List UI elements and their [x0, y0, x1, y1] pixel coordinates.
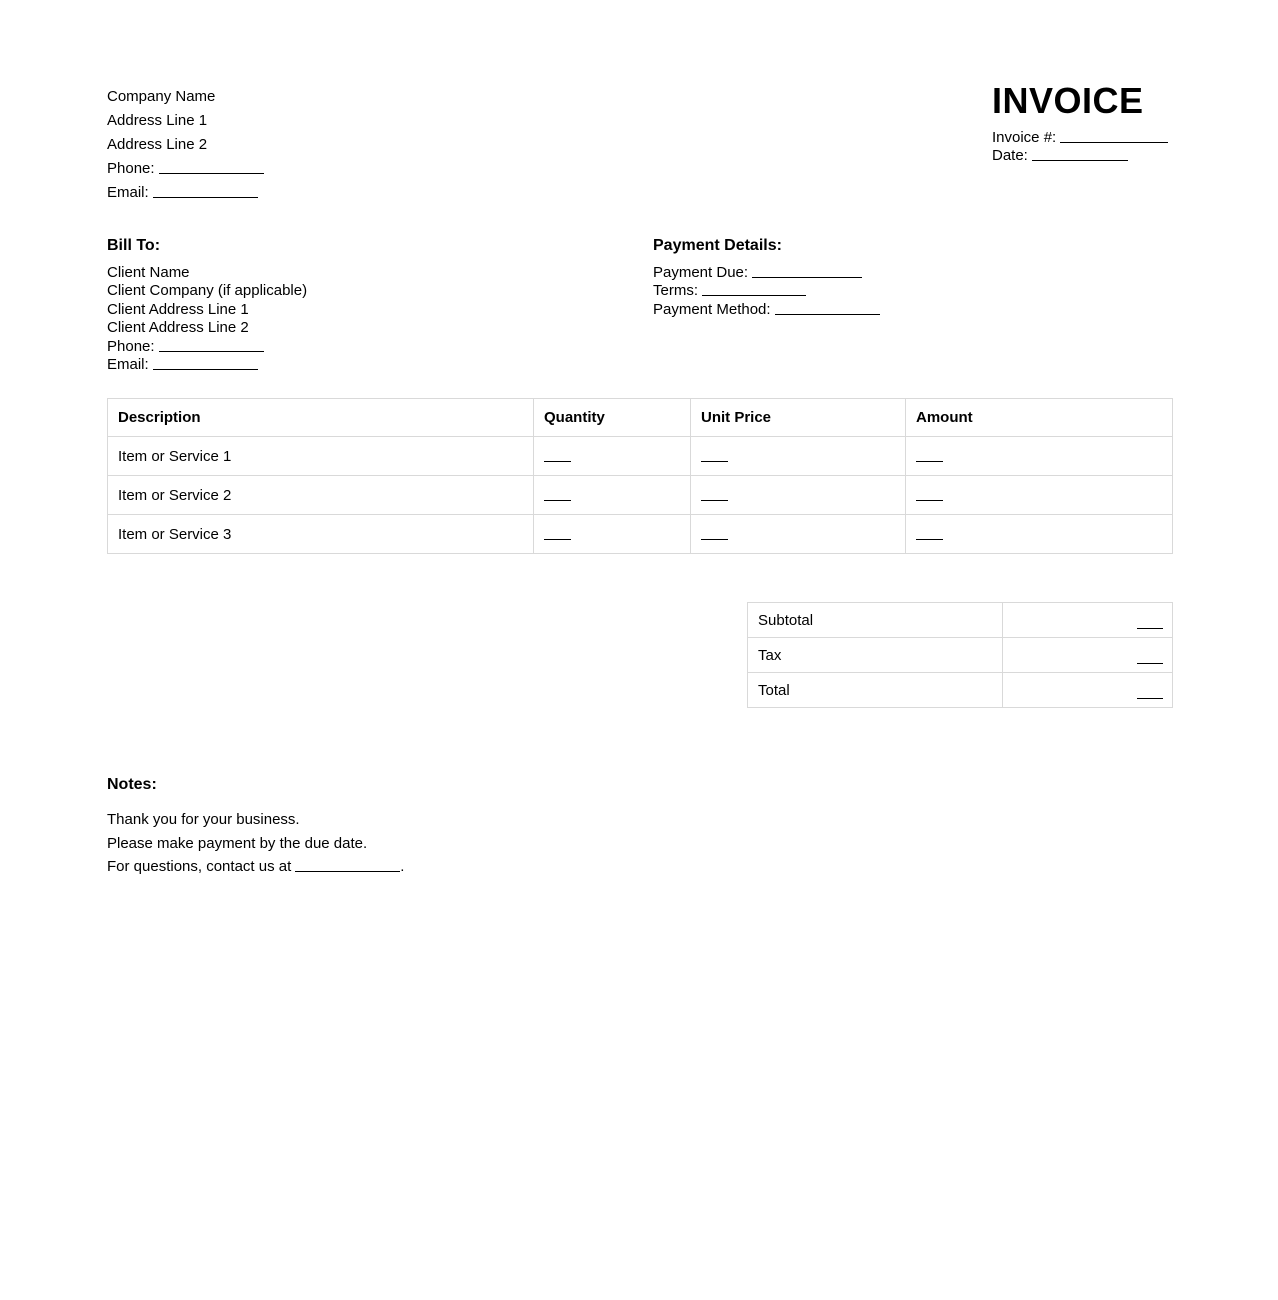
- company-address-line-2: Address Line 2: [107, 136, 208, 153]
- invoice-header-block: [992, 82, 1174, 164]
- item-description-cell: Item or Service 2: [108, 476, 534, 515]
- payment-due-line: [653, 264, 880, 282]
- notes-line-3: [107, 855, 404, 879]
- notes-heading: Notes:: [107, 776, 157, 793]
- invoice-date-blank: [1032, 157, 1128, 161]
- items-header-row: [108, 399, 1173, 437]
- unit-price-blank: [701, 458, 728, 462]
- company-email-blank: [153, 194, 258, 198]
- table-row: [108, 515, 1173, 554]
- bill-to-block: [107, 236, 307, 374]
- company-info-block: [107, 85, 264, 205]
- client-email-label: Email:: [107, 356, 149, 374]
- invoice-number-blank: [1060, 139, 1168, 143]
- amount-blank: [916, 497, 943, 501]
- notes-line-1: Thank you for your business.: [107, 811, 300, 828]
- client-name: Client Name: [107, 264, 190, 281]
- item-quantity-cell: [534, 515, 691, 554]
- item-quantity-cell: [534, 476, 691, 515]
- client-phone-label: Phone:: [107, 337, 155, 355]
- totals-summary-table: [747, 602, 1173, 708]
- notes-contact-blank: [295, 868, 400, 872]
- quantity-blank: [544, 458, 571, 462]
- item-description-cell: Item or Service 3: [108, 515, 534, 554]
- company-email-line: [107, 181, 264, 205]
- invoice-title: INVOICE: [992, 80, 1144, 121]
- invoice-date-label: Date:: [992, 146, 1028, 164]
- amount-blank: [916, 536, 943, 540]
- invoice-number-line: [992, 129, 1174, 147]
- company-phone-line: [107, 157, 264, 181]
- unit-price-blank: [701, 497, 728, 501]
- summary-row-tax: [748, 638, 1173, 673]
- client-phone-line: [107, 338, 307, 356]
- bill-to-heading: Bill To:: [107, 237, 161, 254]
- quantity-blank: [544, 497, 571, 501]
- amount-blank: [916, 458, 943, 462]
- subtotal-value-cell: [1003, 603, 1173, 638]
- item-unit-price-cell: [691, 476, 906, 515]
- payment-terms-blank: [702, 292, 806, 296]
- payment-method-line: [653, 301, 880, 319]
- invoice-number-label: Invoice #:: [992, 129, 1057, 146]
- unit-price-blank: [701, 536, 728, 540]
- client-address-line-1: Client Address Line 1: [107, 300, 249, 318]
- table-row: [108, 437, 1173, 476]
- item-amount-cell: [906, 437, 1173, 476]
- payment-due-label: Payment Due:: [653, 264, 749, 281]
- company-phone-blank: [159, 170, 264, 174]
- tax-label: Tax: [748, 638, 1003, 673]
- notes-contact-period: .: [400, 858, 405, 876]
- payment-details-heading: Payment Details:: [653, 237, 782, 254]
- client-company: Client Company (if applicable): [107, 282, 308, 300]
- line-items-table: [107, 398, 1173, 554]
- notes-block: [107, 775, 404, 879]
- total-value-cell: [1003, 673, 1173, 708]
- total-blank: [1137, 695, 1163, 699]
- client-phone-blank: [159, 348, 264, 352]
- subtotal-label: Subtotal: [748, 603, 1003, 638]
- item-unit-price-cell: [691, 437, 906, 476]
- column-header-unit-price: Unit Price: [691, 399, 906, 437]
- payment-due-blank: [752, 274, 862, 278]
- notes-line-2: Please make payment by the due date.: [107, 834, 368, 852]
- column-header-amount: Amount: [906, 399, 1173, 437]
- subtotal-blank: [1137, 625, 1163, 629]
- item-unit-price-cell: [691, 515, 906, 554]
- invoice-date-line: [992, 147, 1174, 165]
- payment-details-block: [653, 236, 880, 319]
- table-row: [108, 476, 1173, 515]
- payment-method-blank: [775, 311, 880, 315]
- summary-row-subtotal: [748, 603, 1173, 638]
- payment-terms-line: [653, 282, 880, 300]
- column-header-quantity: Quantity: [534, 399, 691, 437]
- summary-row-total: [748, 673, 1173, 708]
- company-address-line-1: Address Line 1: [107, 112, 208, 129]
- item-amount-cell: [906, 476, 1173, 515]
- payment-method-label: Payment Method:: [653, 300, 771, 318]
- item-amount-cell: [906, 515, 1173, 554]
- company-email-label: Email:: [107, 184, 149, 201]
- company-name: Company Name: [107, 88, 216, 105]
- total-label: Total: [748, 673, 1003, 708]
- notes-contact-text: For questions, contact us at: [107, 858, 292, 876]
- client-email-blank: [153, 366, 258, 370]
- company-phone-label: Phone:: [107, 160, 155, 177]
- client-address-line-2: Client Address Line 2: [107, 319, 249, 337]
- column-header-description: Description: [108, 399, 534, 437]
- payment-terms-label: Terms:: [653, 282, 698, 300]
- item-description-cell: Item or Service 1: [108, 437, 534, 476]
- tax-blank: [1137, 660, 1163, 664]
- item-quantity-cell: [534, 437, 691, 476]
- quantity-blank: [544, 536, 571, 540]
- tax-value-cell: [1003, 638, 1173, 673]
- client-email-line: [107, 356, 307, 374]
